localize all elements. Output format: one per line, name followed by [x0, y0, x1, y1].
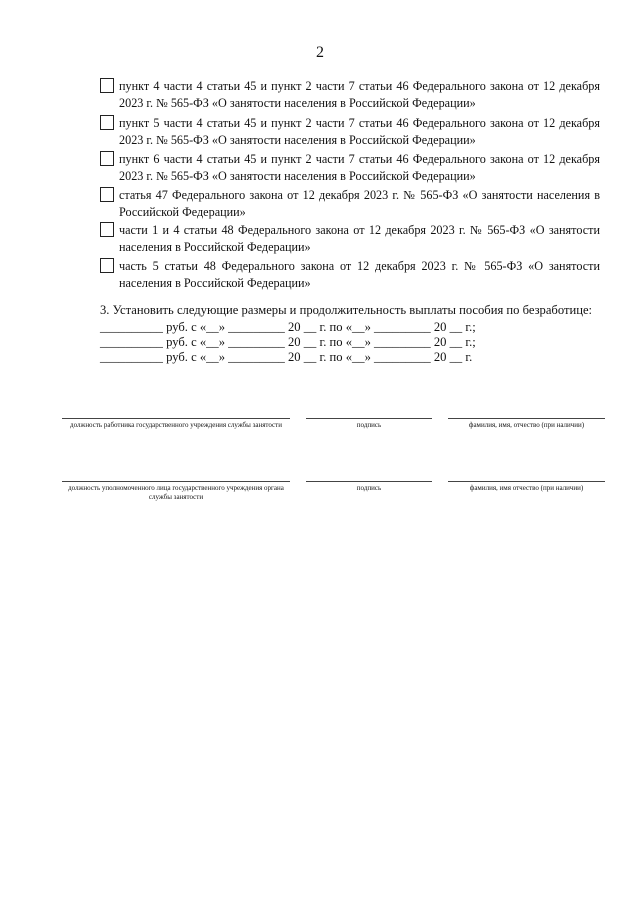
payment-row[interactable]: __________ руб. с «__» _________ 20 __ г. по «__» _________ 20 __ г.; — [100, 335, 476, 349]
checkbox-label: пункт 4 части 4 статьи 45 и пункт 2 части 7 статьи 46 Федерального закона от 12 декабря 2023 г. № 565-ФЗ «О занятости населения в Российской Федерации» — [119, 79, 600, 110]
checkbox[interactable] — [100, 115, 114, 130]
position-line[interactable] — [62, 418, 290, 419]
signature-line[interactable] — [306, 481, 432, 482]
position-label: должность уполномоченного лица государственного учреждения органа службы занятости — [68, 484, 284, 501]
checkbox[interactable] — [100, 187, 114, 202]
signature-label: подпись — [356, 484, 382, 492]
name-line[interactable] — [448, 418, 605, 419]
checkbox-label: часть 5 статьи 48 Федерального закона от 12 декабря 2023 г. № 565-ФЗ «О занятости населения в Российской Федерации» — [119, 259, 600, 290]
checkbox-item[interactable] — [100, 187, 600, 220]
checkbox-item[interactable] — [100, 115, 600, 148]
checkbox-label: пункт 5 части 4 статьи 45 и пункт 2 части 7 статьи 46 Федерального закона от 12 декабря 2023 г. № 565-ФЗ «О занятости населения в Российской Федерации» — [119, 116, 600, 147]
checkbox-label: статья 47 Федерального закона от 12 декабря 2023 г. № 565-ФЗ «О занятости населения в Российской Федерации» — [119, 188, 600, 219]
payment-row[interactable]: __________ руб. с «__» _________ 20 __ г. по «__» _________ 20 __ г.; — [100, 320, 476, 334]
signature-line[interactable] — [306, 418, 432, 419]
checkbox-label: пункт 6 части 4 статьи 45 и пункт 2 части 7 статьи 46 Федерального закона от 12 декабря 2023 г. № 565-ФЗ «О занятости населения в Российской Федерации» — [119, 152, 600, 183]
position-label: должность работника государственного учреждения службы занятости — [70, 421, 282, 429]
name-label: фамилия, имя отчество (при наличии) — [469, 484, 584, 492]
checkbox[interactable] — [100, 78, 114, 93]
checkbox-item[interactable] — [100, 78, 600, 111]
checkbox[interactable] — [100, 222, 114, 237]
page-number: 2 — [316, 44, 324, 61]
checkbox-label: части 1 и 4 статьи 48 Федерального закона от 12 декабря 2023 г. № 565-ФЗ «О занятости населения в Российской Федерации» — [119, 223, 600, 254]
name-label: фамилия, имя, отчество (при наличии) — [468, 421, 585, 429]
signature-label: подпись — [356, 421, 382, 429]
checkbox-item[interactable] — [100, 151, 600, 184]
checkbox-item[interactable] — [100, 222, 600, 255]
checkbox[interactable] — [100, 258, 114, 273]
checkbox[interactable] — [100, 151, 114, 166]
payment-row[interactable]: __________ руб. с «__» _________ 20 __ г. по «__» _________ 20 __ г. — [100, 350, 473, 364]
section-3-heading: 3. Установить следующие размеры и продолжительность выплаты пособия по безработице: — [100, 303, 593, 317]
position-line[interactable] — [62, 481, 290, 482]
name-line[interactable] — [448, 481, 605, 482]
checkbox-item[interactable] — [100, 258, 600, 291]
